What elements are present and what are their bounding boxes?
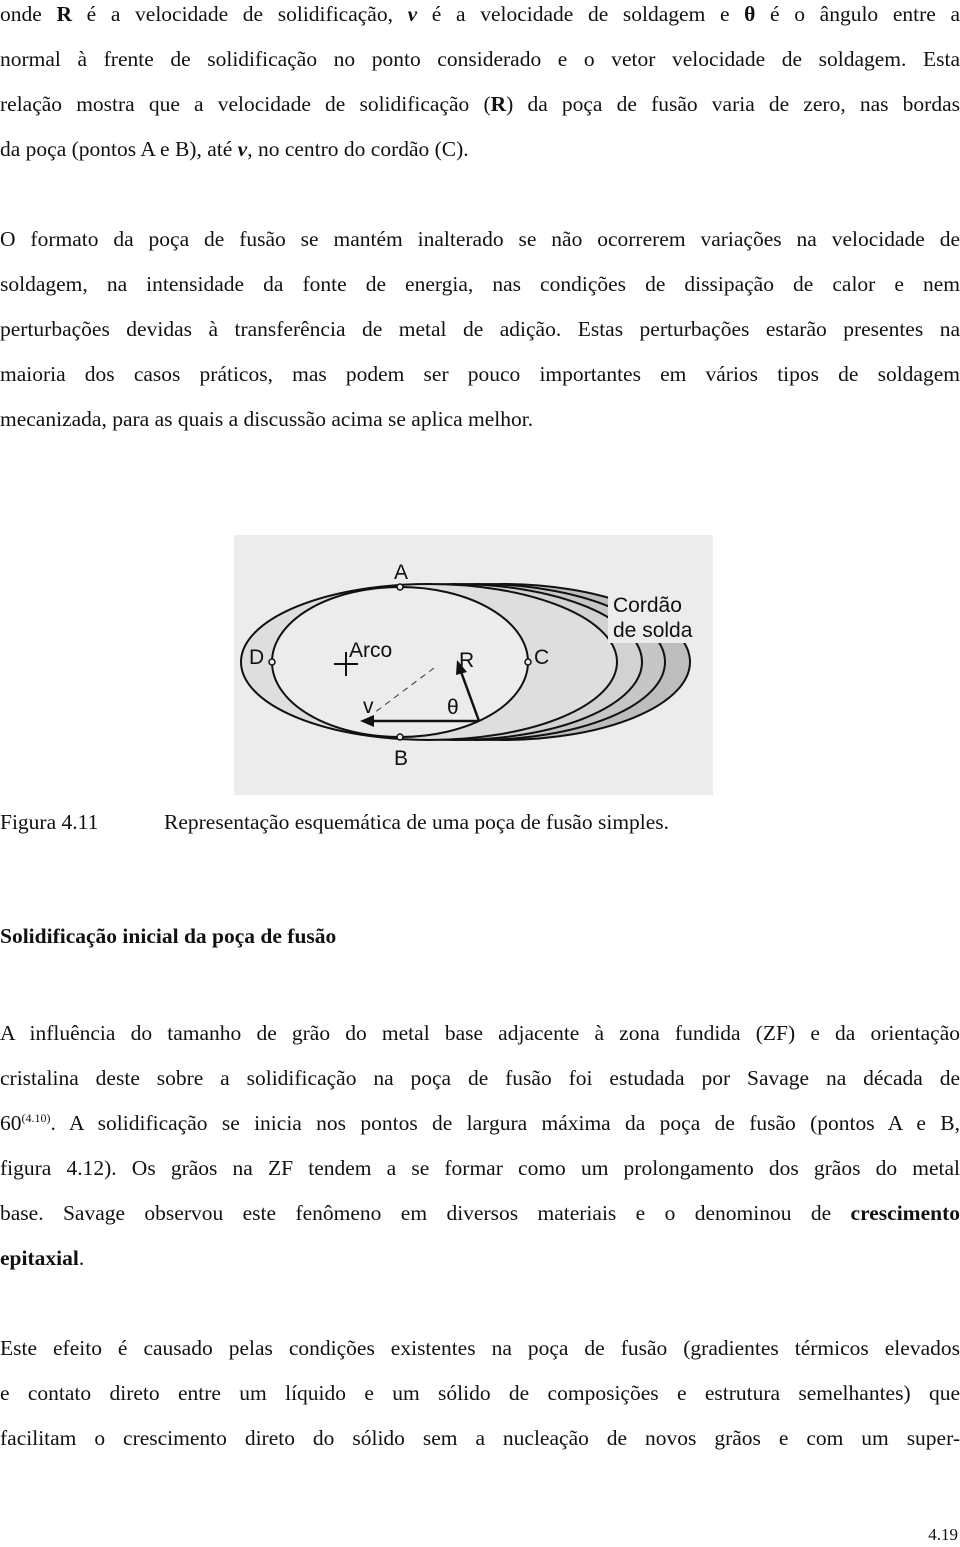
text-run: é o ângulo entre a: [755, 2, 960, 26]
label-theta: θ: [447, 696, 459, 719]
paragraph-2-line-5: mecanizada, para as quais a discussão acima se aplica melhor.: [0, 407, 534, 431]
label-a: A: [394, 561, 409, 584]
paragraph-3-line-2: cristalina deste sobre a solidificação na poça de fusão foi estudada por Savage na década de: [0, 1066, 960, 1090]
paragraph-1-line-1: [0, 0, 960, 37]
text-run: , no centro do cordão (C).: [247, 137, 469, 161]
figure-caption-text: Representação esquemática de uma poça de fusão simples.: [164, 810, 670, 834]
p3-line6-post: .: [78, 1246, 85, 1270]
paragraph-3-line-5: [0, 1191, 960, 1236]
figure-caption-number: Figura 4.11: [0, 810, 99, 834]
paragraph-2-line-1: O formato da poça de fusão se mantém inalterado se não ocorrerem variações na velocidade de: [0, 227, 960, 251]
label-cordao-2: de solda: [613, 619, 693, 642]
label-r: R: [459, 649, 475, 672]
point-d-marker: [269, 659, 275, 665]
p3-line3-pre: 60: [0, 1111, 22, 1135]
text-run: é a velocidade de solidificação,: [71, 2, 408, 26]
bold-symbol: θ: [744, 2, 756, 26]
paragraph-1-line-4: [0, 127, 960, 172]
bold-italic-symbol: v: [237, 137, 248, 161]
label-v: v: [363, 695, 374, 718]
text-run: onde: [0, 2, 57, 26]
label-c: C: [534, 646, 550, 669]
paragraph-2-line-3: perturbações devidas à transferência de metal de adição. Estas perturbações estarão presentes na: [0, 317, 960, 341]
paragraph-1: [0, 0, 960, 172]
paragraph-2-line-2: soldagem, na intensidade da fonte de energia, nas condições de dissipação de calor e nem: [0, 272, 960, 296]
paragraph-4: [0, 1326, 960, 1461]
paragraph-4-line-2: e contato direto entre um líquido e um sólido de composições e estrutura semelhantes) que: [0, 1381, 960, 1405]
paragraph-3-line-3: [0, 1101, 960, 1146]
paragraph-3-line-1: A influência do tamanho de grão do metal base adjacente à zona fundida (ZF) e da orientação: [0, 1021, 960, 1045]
citation-superscript: (4.10): [21, 1111, 51, 1125]
paragraph-3: [0, 1011, 960, 1281]
paragraph-2-line-4: maioria dos casos práticos, mas podem ser pouco importantes em vários tipos de soldagem: [0, 362, 960, 386]
paragraph-4-line-3: facilitam o crescimento direto do sólido sem a nucleação de novos grãos e com um super-: [0, 1426, 960, 1450]
text-run: normal à frente de solidificação no ponto considerado e o vetor velocidade de soldagem. Esta: [0, 47, 960, 71]
page-number: 4.19: [928, 1525, 958, 1544]
bold-symbol: R: [56, 2, 72, 26]
label-arco: Arco: [349, 639, 393, 662]
bold-italic-symbol: v: [407, 2, 418, 26]
label-b: B: [394, 747, 409, 770]
point-b-marker: [397, 734, 403, 740]
text-run: relação mostra que a velocidade de solidificação (: [0, 92, 491, 116]
paragraph-4-line-1: Este efeito é causado pelas condições existentes na poça de fusão (gradientes térmicos elevados: [0, 1336, 960, 1360]
point-c-marker: [525, 659, 531, 665]
point-a-marker: [397, 584, 403, 590]
p3-line5-bold: crescimento: [850, 1201, 960, 1225]
paragraph-1-line-2: [0, 37, 960, 82]
paragraph-1-line-3: [0, 82, 960, 127]
section-heading: Solidificação inicial da poça de fusão: [0, 924, 337, 948]
text-run: da poça (pontos A e B), até: [0, 137, 238, 161]
text-run: é a velocidade de soldagem e: [417, 2, 745, 26]
bold-symbol: R: [490, 92, 507, 116]
p3-line3-post: . A solidificação se inicia nos pontos de largura máxima da poça de fusão (pontos A e B,: [50, 1111, 960, 1135]
p3-line6-bold: epitaxial: [0, 1246, 79, 1270]
text-run: ) da poça de fusão varia de zero, nas bordas: [506, 92, 960, 116]
weld-pool-ellipse: [272, 587, 528, 737]
p3-line5-pre: base. Savage observou este fenômeno em diversos materiais e o denominou de: [0, 1201, 851, 1225]
weld-pool-diagram: [234, 535, 713, 795]
label-d: D: [249, 646, 265, 669]
paragraph-3-line-4: figura 4.12). Os grãos na ZF tendem a se formar como um prolongamento dos grãos do metal: [0, 1156, 960, 1180]
paragraph-2: [0, 217, 960, 442]
label-cordao-1: Cordão: [613, 594, 682, 617]
paragraph-3-line-6: [0, 1236, 960, 1281]
weld-pool-figure: [234, 535, 713, 795]
